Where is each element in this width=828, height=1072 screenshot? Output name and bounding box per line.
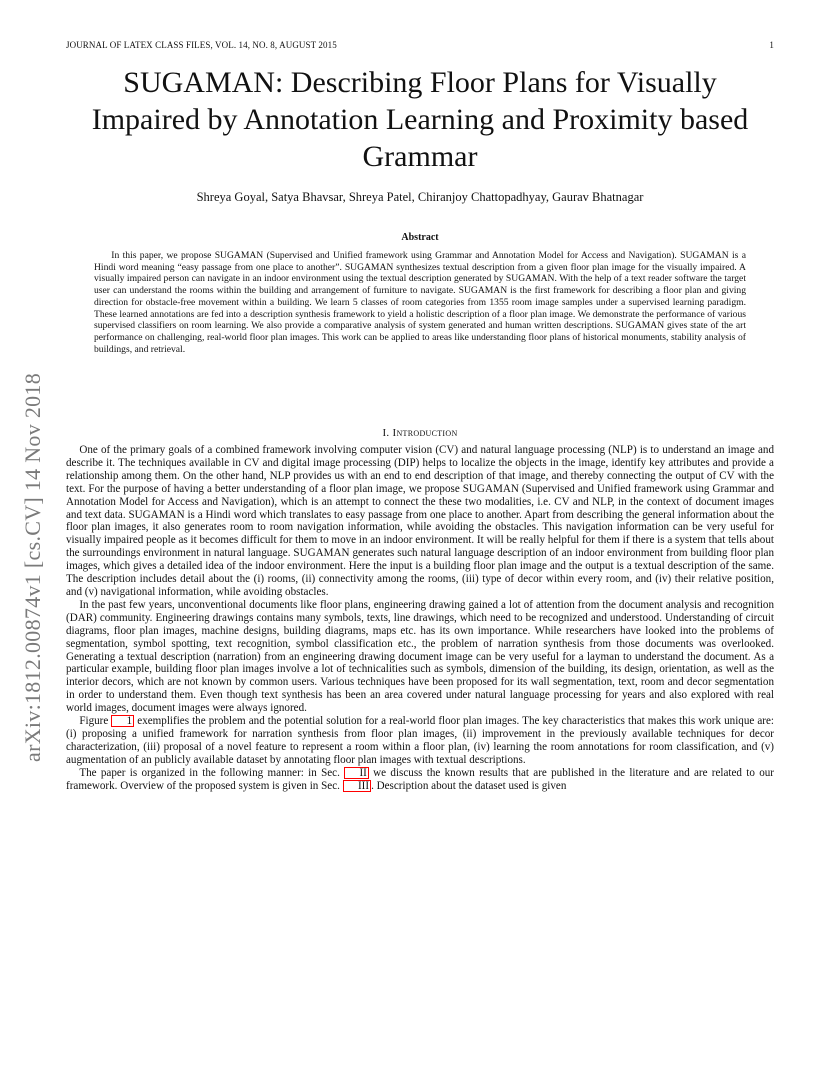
paragraph-3 — [66, 715, 774, 767]
paper-title: SUGAMAN: Describing Floor Plans for Visually Impaired by Annotation Learning and Proximity based Grammar — [91, 66, 749, 173]
section-body — [66, 444, 774, 792]
section-heading: I. Introduction — [382, 427, 458, 439]
journal-header: JOURNAL OF LATEX CLASS FILES, VOL. 14, NO. 8, AUGUST 2015 — [66, 40, 337, 50]
arxiv-stamp: arXiv:1812.00874v1 [cs.CV] 14 Nov 2018 — [20, 372, 45, 762]
paragraph-3-lead: Figure — [79, 715, 109, 728]
paragraph-3-text: exemplifies the problem and the potential solution for a real-world floor plan images. The key characteristics that makes this work unique are: (i) proposing a unified framework for narration synthesis from floor plan images, (ii) improvement in the previously available techniques for decor characterization, (iii) proposal of a novel feature to represent a room within a floor plan, (iv) learning the room annotations for room classification, and (v) augmentation of an publicly available dataset by annotating floor plan images with textual descriptions. — [66, 715, 774, 766]
figure-1-link[interactable]: 1 — [111, 715, 134, 727]
author-list: Shreya Goyal, Satya Bhavsar, Shreya Patel, Chiranjoy Chattopadhyay, Gaurav Bhatnagar — [196, 190, 644, 204]
paragraph-4-lead: The paper is organized in the following manner: in Sec. — [79, 766, 340, 779]
abstract-text: In this paper, we propose SUGAMAN (Supervised and Unified framework using Grammar and Annotation Model for Access and Navigation). SUGAMAN is a Hindi word meaning “easy passage from one place to another”. SUGAMAN synthesizes textual description from a given floor plan image for the visually impaired. A visually impaired person can navigate in an indoor environment using the textual description generated by SUGAMAN. With the help of a text reader software the target user can understand the rooms within the building and arrangement of furniture to navigate. SUGAMAN is the first framework for describing a floor plan and giving direction for obstacle-free movement within a building. We learn 5 classes of room categories from 1355 room image samples under a supervised learning paradigm. These learned annotations are fed into a description synthesis framework to yield a holistic description of a floor plan image. We demonstrate the performance of various supervised classifiers on room learning. We also provide a comparative analysis of system generated and human written descriptions. SUGAMAN gives state of the art performance on challenging, real-world floor plan images. This work can be applied to areas like understanding floor plans of historical monuments, stability analysis of buildings, and retrieval. — [94, 250, 746, 355]
section-2-link[interactable]: II — [344, 767, 369, 779]
paragraph-2: In the past few years, unconventional documents like floor plans, engineering drawing gained a lot of attention from the document analysis and recognition (DAR) community. Engineering drawings contains many symbols, texts, line drawings, which need to be recognized and understood. Understanding of circuit diagrams, floor plan images, machine designs, building diagrams, maps etc. has its own importance. While researchers have looked into the problems of segmentation, symbol spotting, text recognition, symbol classification etc., the problem of narration synthesis from those documents was overlooked. Generating a textual description (narration) from an engineering drawing document image can be very useful for a layman to understand the document. As a particular example, building floor plan images involve a lot of technicalities such as symbols, dimension of the building, its design, orientation, as well as the interior decors, which are not known by common users. Various techniques have been proposed for its wall segmentation, text, room and decor segmentation in order to understand them. Even though text synthesis has been an area covered under natural language processing for years and also explored with real world images, document images were always ignored. — [66, 598, 774, 715]
paragraph-4-middle: we discuss the known results that are published in the literature and are related to our framework. Overview of the proposed system is given in Sec. — [66, 766, 774, 792]
section-3-link[interactable]: III — [343, 780, 371, 792]
paragraph-4-tail: . Description about the dataset used is given — [371, 779, 567, 792]
page-number: 1 — [769, 40, 774, 50]
running-head — [66, 40, 774, 50]
paragraph-4 — [66, 767, 774, 793]
abstract-heading: Abstract — [401, 232, 439, 243]
paragraph-1: One of the primary goals of a combined framework involving computer vision (CV) and natural language processing (NLP) is to understand an image and describe it. The techniques available in CV and digital image processing (DIP) helps to localize the objects in the image, identify key attributes and provide a relationship among them. On the other hand, NLP provides us with an end to end description of that image, and thereby connecting the output of CV with the text. For the purpose of having a better understanding of a floor plan image, we propose SUGAMAN (Supervised and Unified framework using Grammar and Annotation Model for Access and Navigation), which is an attempt to connect the these two modalities, i.e. CV and NLP, in the context of document images and text data. SUGAMAN is a Hindi word which translates to easy passage from one place to another. Apart from describing the general information about the floor plan images, it also generates room to room navigation information, while avoiding the obstacles. This navigation information can be very useful for visually impaired people as it becomes difficult for them to move in an indoor environment. It will be really helpful for them if there is a system that tells about the surroundings environment in natural language. SUGAMAN generates such natural language description of an indoor environment from building floor plan images, which gives a detailed idea of the indoor environment. Here the input is a building floor plan image and the output is a textual description of the same. The description includes detail about the (i) rooms, (ii) connectivity among the rooms, (iii) type of decor within every room, and (iv) their relative position, and (v) navigational information, while avoiding obstacles. — [66, 444, 774, 598]
